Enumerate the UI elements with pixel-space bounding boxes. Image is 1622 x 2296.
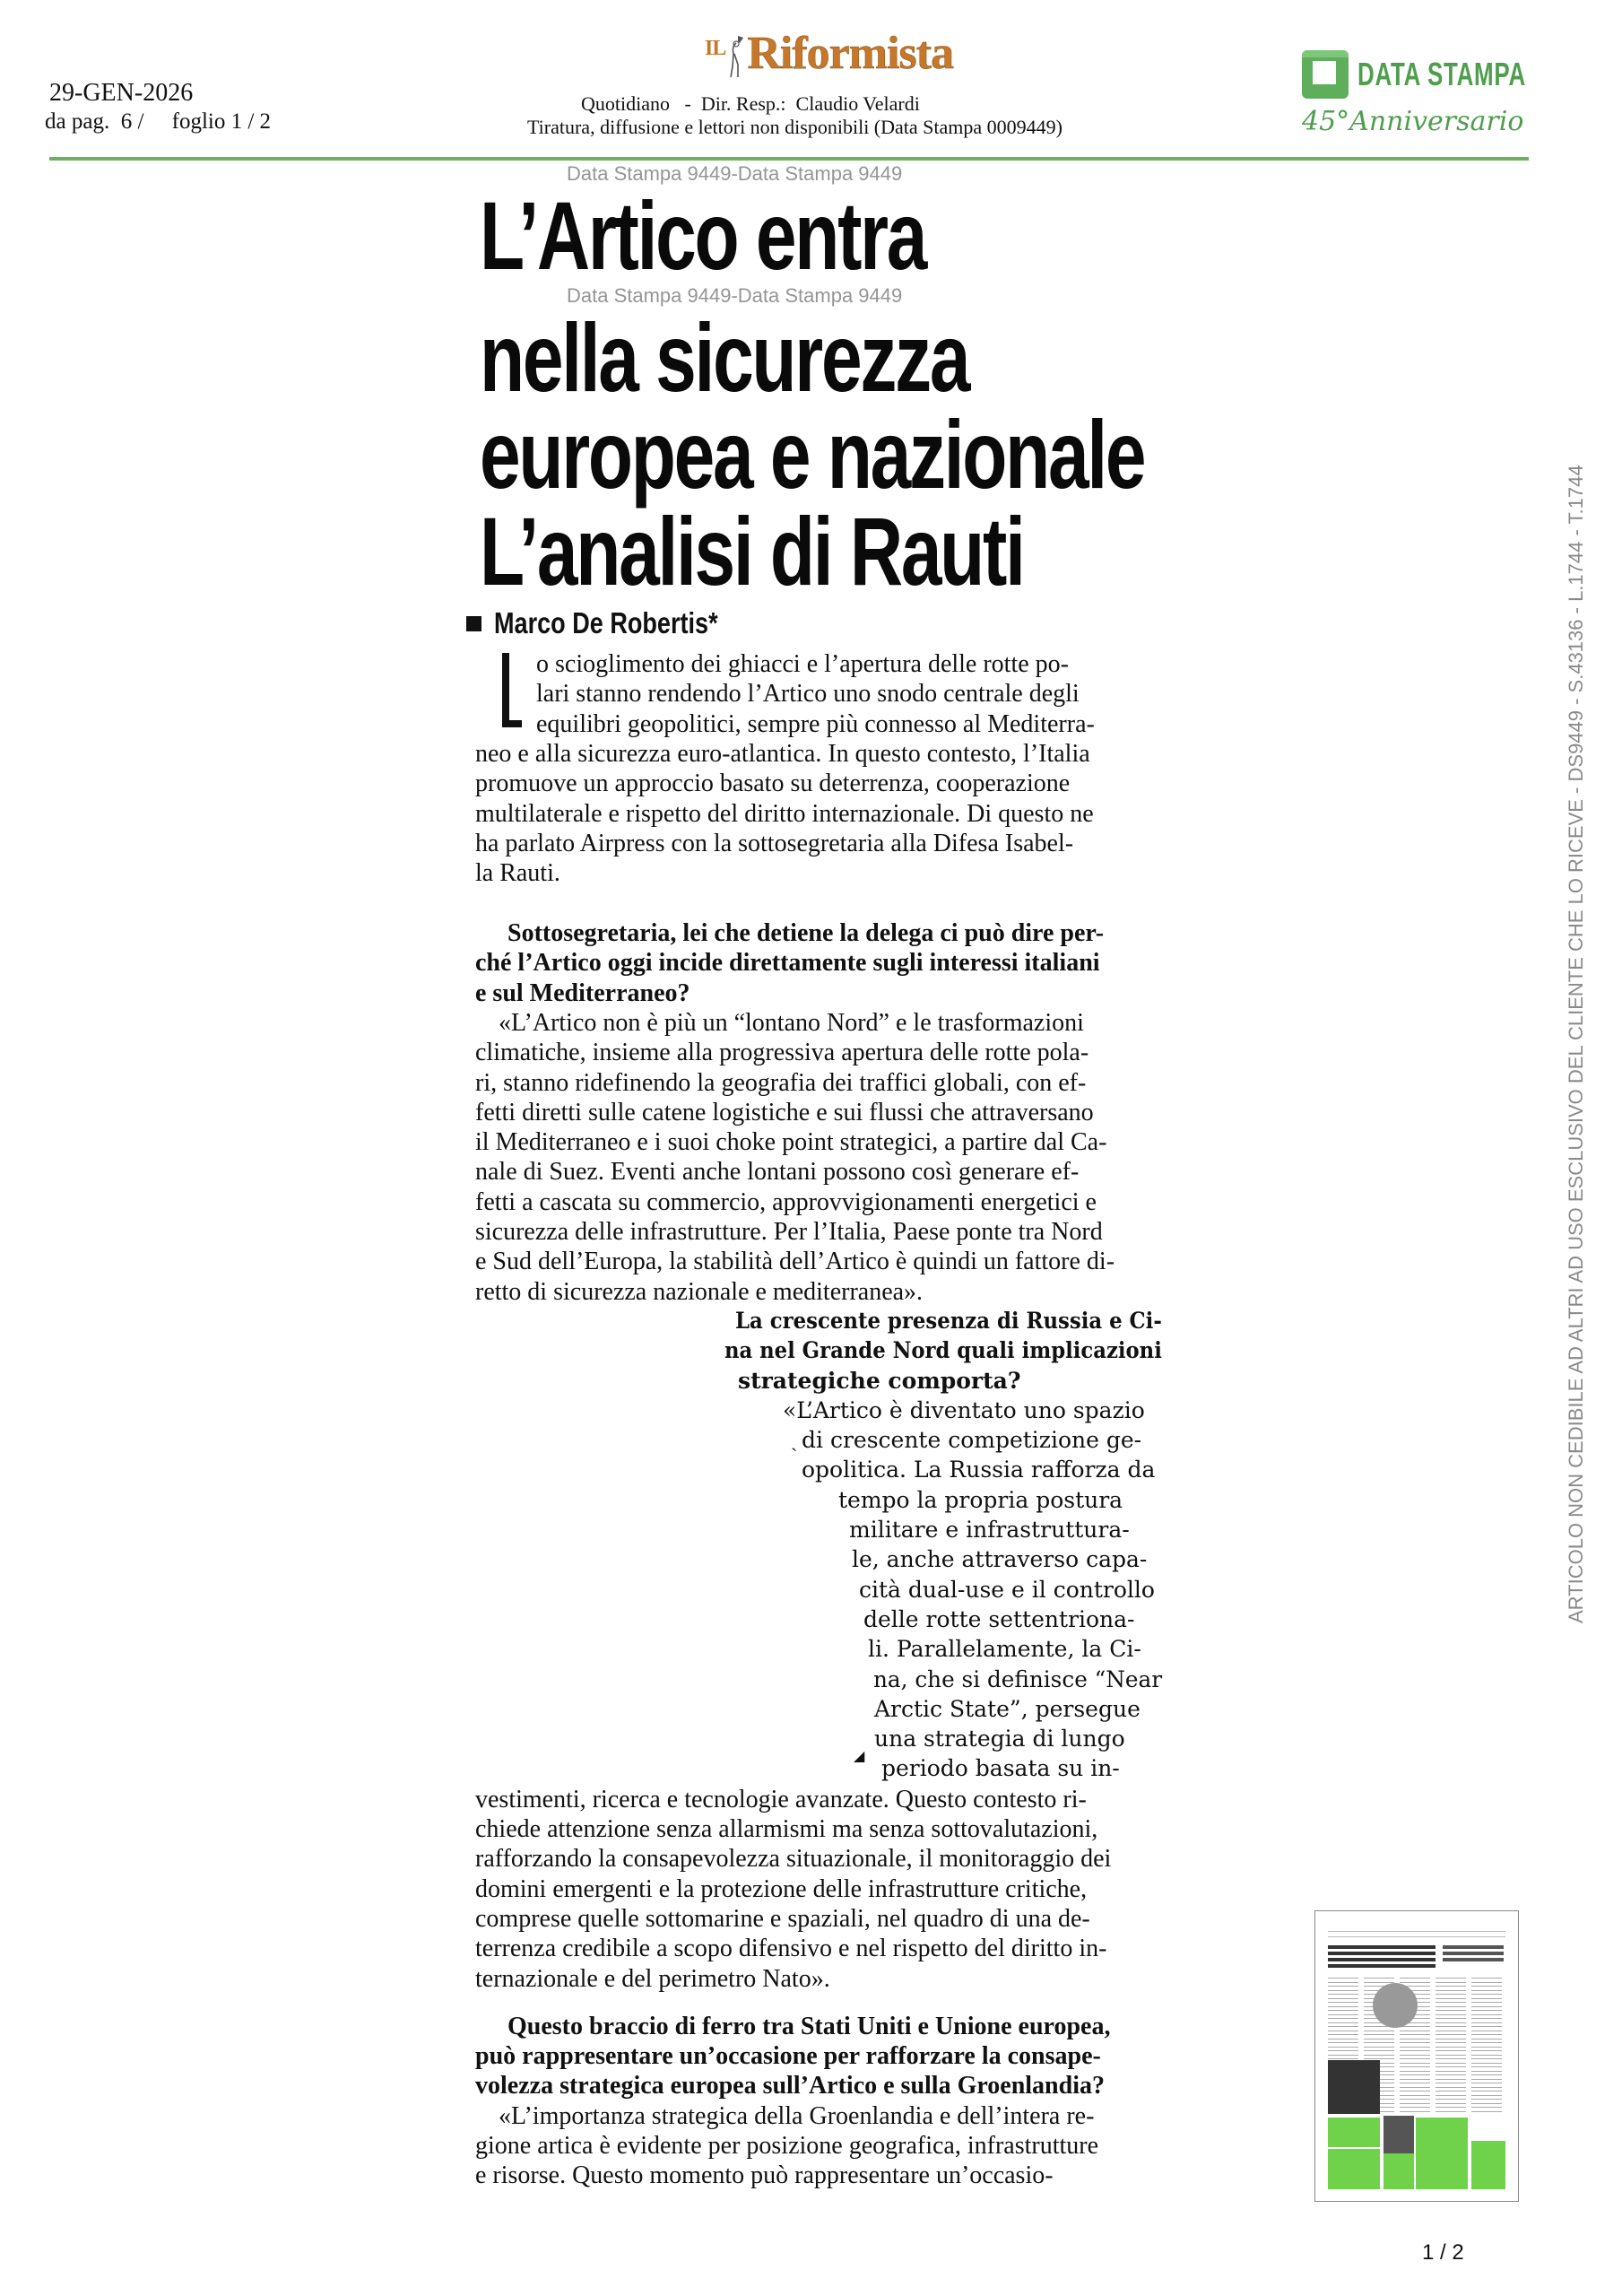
thumb-text <box>1436 2087 1466 2088</box>
thumb-headline <box>1443 1958 1504 1961</box>
byline <box>466 606 767 640</box>
body-line: domini emergenti e la protezione delle infrastrutture critiche, <box>475 1874 1088 1903</box>
body-line: nale di Suez. Eventi anche lontani possono così generare ef- <box>475 1158 1080 1187</box>
thumb-text <box>1328 2022 1358 2023</box>
thumb-text <box>1471 2099 1502 2100</box>
publication-line-1: Quotidiano - Dir. Resp.: Claudio Velardi <box>581 92 920 115</box>
header-divider <box>49 157 1529 161</box>
thumb-text <box>1400 2074 1430 2075</box>
thumb-photo <box>1328 2060 1380 2114</box>
thumb-text <box>1471 2063 1502 2064</box>
body-line: vestimenti, ricerca e tecnologie avanzate. Questo contesto ri- <box>475 1785 1087 1813</box>
body-line: rafforzando la consapevolezza situazionale, il monitoraggio dei <box>475 1845 1112 1874</box>
body-line: Arctic State”, persegue <box>874 1695 1141 1722</box>
body-line: climatiche, insieme alla progressiva apertura delle rotte pola- <box>475 1039 1089 1067</box>
thumb-text <box>1436 2026 1466 2027</box>
thumb-text <box>1471 1990 1502 1991</box>
thumb-text <box>1436 2107 1466 2108</box>
body-line: gione artica è evidente per posizione geografica, infrastrutture <box>475 2132 1099 2160</box>
thumb-text <box>1400 2063 1430 2064</box>
thumb-text <box>1471 2071 1502 2072</box>
logo-prefix: IL <box>705 37 726 60</box>
body-line: opolitica. La Russia rafforza da <box>802 1457 1156 1483</box>
thumb-text <box>1328 1986 1358 1987</box>
thumb-text <box>1400 2107 1430 2108</box>
thumb-text <box>1400 2095 1430 2096</box>
data-stampa-anniversary: 45°Anniversario <box>1302 106 1524 137</box>
thumb-text <box>1471 2047 1502 2048</box>
thumb-headline <box>1328 1945 1436 1949</box>
thumb-highlight <box>1383 2153 1414 2189</box>
thumb-text <box>1364 2042 1394 2043</box>
thumb-headline <box>1328 1952 1436 1955</box>
thumb-text <box>1400 2034 1430 2035</box>
author-name: Marco De Robertis* <box>494 606 718 639</box>
thumb-text <box>1400 1978 1430 1979</box>
body-line: militare e infrastruttura- <box>849 1517 1130 1543</box>
byline-square-icon <box>466 616 481 631</box>
thumb-text <box>1328 2026 1358 2027</box>
thumb-text <box>1436 2034 1466 2035</box>
question-line: volezza strategica europea sull’Artico e sulla Groenlandia? <box>475 2072 1105 2100</box>
thumb-text <box>1471 1986 1502 1987</box>
thumb-text <box>1436 2042 1466 2043</box>
body-line: comprese quelle sottomarine e spaziali, nel quadro di una de- <box>475 1904 1090 1933</box>
question-line: Questo braccio di ferro tra Stati Uniti e Unione europea, <box>507 2012 1111 2040</box>
thumb-text <box>1400 1982 1430 1983</box>
body-line: «L’Artico non è più un “lontano Nord” e le trasformazioni <box>499 1008 1084 1037</box>
thumb-text <box>1436 2074 1466 2075</box>
thumb-headline <box>1443 1945 1504 1949</box>
thumb-text <box>1364 2047 1394 2048</box>
thumb-text <box>1471 2111 1502 2112</box>
thumb-text <box>1400 2066 1430 2067</box>
thumb-text <box>1400 2091 1430 2092</box>
thumb-text <box>1400 2087 1430 2088</box>
thumb-text <box>1436 1982 1466 1983</box>
thumb-text <box>1471 2042 1502 2043</box>
thumb-text <box>1471 1978 1502 1979</box>
question-line: La crescente presenza di Russia e Ci- <box>735 1307 1162 1334</box>
thumb-text <box>1400 2050 1430 2051</box>
body-line: «L’importanza strategica della Groenlandia e dell’intera re- <box>499 2101 1095 2130</box>
thumb-text <box>1436 2002 1466 2003</box>
stray-mark: ` <box>791 1444 798 1466</box>
body-line: promuove un approccio basato su deterrenza, cooperazione <box>475 770 1071 798</box>
body-line: fetti diretti sulle catene logistiche e sui flussi che attraversano <box>475 1098 1094 1126</box>
thumb-text <box>1400 2103 1430 2104</box>
headline-line: L’analisi di Rauti <box>480 497 1024 605</box>
thumb-text <box>1436 2111 1466 2112</box>
thumb-text <box>1400 2071 1430 2072</box>
thumb-text <box>1436 2103 1466 2104</box>
body-line: o scioglimento dei ghiacci e l’apertura delle rotte po- <box>536 650 1069 678</box>
thumb-text <box>1328 2042 1358 2043</box>
thumb-text <box>1436 2091 1466 2092</box>
body-line: e risorse. Questo momento può rappresentare un’occasio- <box>475 2161 1054 2190</box>
body-line: e Sud dell’Europa, la stabilità dell’Artico è quindi un fattore di- <box>475 1248 1115 1276</box>
headline-line: europea e nazionale <box>480 400 1145 509</box>
question-line: Sottosegretaria, lei che detiene la delega ci può dire per- <box>507 919 1105 947</box>
thumb-text <box>1436 2006 1466 2007</box>
body-line: una strategia di lungo <box>874 1726 1125 1752</box>
thumb-rule <box>1328 1936 1505 1937</box>
thumb-photo-circle <box>1373 1983 1418 2028</box>
question-line: strategiche comporta? <box>738 1367 1021 1394</box>
thumb-text <box>1400 2055 1430 2056</box>
body-line: sicurezza delle infrastrutture. Per l’Italia, Paese ponte tra Nord <box>475 1218 1103 1246</box>
watermark: Data Stampa 9449-Data Stampa 9449 <box>567 162 903 185</box>
headline-line: L’Artico entra <box>480 181 926 290</box>
thumb-text <box>1436 2050 1466 2051</box>
thumb-text <box>1436 2055 1466 2056</box>
thumb-headline <box>1443 1952 1504 1955</box>
thumb-text <box>1471 2002 1502 2003</box>
body-line: le, anche attraverso capa- <box>852 1546 1148 1573</box>
body-line: «L’Artico è diventato uno spazio <box>783 1396 1145 1423</box>
thumb-text <box>1471 2103 1502 2104</box>
thumb-text <box>1328 2034 1358 2035</box>
thumb-text <box>1436 2058 1466 2059</box>
copyright-notice: ARTICOLO NON CEDIBILE AD ALTRI AD USO ESCLUSIVO DEL CLIENTE CHE LO RICEVE - DS9449 - S.43136 - L.1744 - T.1744 <box>1565 465 1587 1623</box>
thumb-text <box>1328 1990 1358 1991</box>
thumb-text <box>1436 1978 1466 1979</box>
drop-cap-foot <box>502 720 522 727</box>
thumb-text <box>1400 2047 1430 2048</box>
headline-line: nella sicurezza <box>480 303 969 412</box>
thumb-text <box>1471 2026 1502 2027</box>
thumb-text <box>1400 2099 1430 2100</box>
thumb-text <box>1471 2074 1502 2075</box>
thumb-text <box>1400 2026 1430 2027</box>
thumb-text <box>1328 2006 1358 2007</box>
thumb-text <box>1364 1978 1394 1979</box>
body-line: chiede attenzione senza allarmismi ma senza sottovalutazioni, <box>475 1815 1098 1843</box>
thumb-highlight <box>1471 2141 1505 2189</box>
data-stampa-wordmark: DATA STAMPA <box>1357 56 1526 92</box>
thumb-rule <box>1328 1931 1505 1932</box>
thumb-text <box>1328 2047 1358 2048</box>
thumb-text <box>1471 2034 1502 2035</box>
thumb-text <box>1436 2047 1466 2048</box>
thumb-text <box>1471 2095 1502 2096</box>
stray-mark: ◢ <box>854 1749 865 1764</box>
body-line: equilibri geopolitici, sempre più connesso al Mediterra- <box>536 709 1095 738</box>
thumb-text <box>1328 1994 1358 1995</box>
thumb-text <box>1471 2022 1502 2023</box>
thumb-text <box>1436 2099 1466 2100</box>
thumb-highlight <box>1328 2149 1380 2189</box>
thumb-text <box>1328 1998 1358 1999</box>
thumb-text <box>1471 2079 1502 2080</box>
thumb-text <box>1471 2087 1502 2088</box>
thumb-text <box>1436 1986 1466 1987</box>
body-line: il Mediterraneo e i suoi choke point strategici, a partire dal Ca- <box>475 1128 1107 1157</box>
question-line: na nel Grande Nord quali implicazioni <box>724 1337 1162 1364</box>
thumb-headline <box>1328 1958 1436 1961</box>
thumb-text <box>1400 2058 1430 2059</box>
thumb-portrait <box>1383 2116 1414 2153</box>
logo-name: Riformista <box>747 28 954 79</box>
thumb-text <box>1471 2050 1502 2051</box>
thumb-highlight <box>1416 2118 1468 2189</box>
logo-figure-icon <box>727 34 745 79</box>
body-line: periodo basata su in- <box>881 1755 1120 1782</box>
thumb-text <box>1436 2022 1466 2023</box>
body-line: fetti a cascata su commercio, approvvigionamenti energetici e <box>475 1187 1097 1216</box>
thumb-text <box>1364 2034 1394 2035</box>
thumb-text <box>1328 1982 1358 1983</box>
thumb-text <box>1471 2058 1502 2059</box>
clipping-date: 29-GEN-2026 <box>49 79 194 107</box>
drop-cap <box>502 653 509 726</box>
body-line: retto di sicurezza nazionale e mediterranea». <box>475 1277 924 1306</box>
thumb-text <box>1400 2042 1430 2043</box>
body-line: lari stanno rendendo l’Artico uno snodo centrale degli <box>536 680 1080 709</box>
data-stampa-square-icon <box>1302 50 1349 99</box>
thumb-text <box>1400 2111 1430 2112</box>
thumb-text <box>1471 2066 1502 2067</box>
question-line: può rappresentare un’occasione per rafforzare la consape- <box>475 2042 1101 2071</box>
thumb-text <box>1436 2095 1466 2096</box>
body-line: ternazionale e del perimetro Nato». <box>475 1964 830 1993</box>
thumb-text <box>1328 1978 1358 1979</box>
thumb-text <box>1471 2006 1502 2007</box>
publication-line-2: Tiratura, diffusione e lettori non disponibili (Data Stampa 0009449) <box>527 116 1063 138</box>
thumb-text <box>1436 2066 1466 2067</box>
thumb-text <box>1471 2055 1502 2056</box>
thumb-text <box>1471 1998 1502 1999</box>
thumb-text <box>1471 2018 1502 2019</box>
thumb-text <box>1436 2014 1466 2015</box>
thumb-text <box>1328 2050 1358 2051</box>
thumb-text <box>1436 2079 1466 2080</box>
body-line: cità dual-use e il controllo <box>859 1576 1155 1603</box>
watermark: Data Stampa 9449-Data Stampa 9449 <box>567 284 903 307</box>
thumb-text <box>1328 2010 1358 2011</box>
question-line: ché l’Artico oggi incide direttamente sugli interessi italiani <box>475 949 1100 978</box>
thumb-highlight <box>1328 2118 1380 2147</box>
body-line: delle rotte settentriona- <box>863 1605 1135 1632</box>
thumb-text <box>1436 1990 1466 1991</box>
page-info: da pag. 6 / foglio 1 / 2 <box>45 109 272 134</box>
thumb-headline <box>1328 1964 1436 1968</box>
page-number: 1 / 2 <box>1422 2240 1464 2265</box>
body-line: di crescente competizione ge- <box>802 1427 1142 1454</box>
body-line: li. Parallelamente, la Ci- <box>868 1636 1141 1663</box>
thumbnail-content <box>1328 1924 1505 2188</box>
thumb-text <box>1436 2071 1466 2072</box>
thumb-text <box>1471 1994 1502 1995</box>
body-line: na, che si definisce “Near <box>873 1665 1163 1692</box>
thumb-text <box>1436 2063 1466 2064</box>
thumb-text <box>1364 2055 1394 2056</box>
thumb-text <box>1436 1994 1466 1995</box>
body-line: neo e alla sicurezza euro-atlantica. In questo contesto, l’Italia <box>475 739 1090 768</box>
body-line: terrenza credibile a scopo difensivo e nel rispetto del diritto in- <box>475 1935 1107 1963</box>
thumb-text <box>1364 2050 1394 2051</box>
thumb-text <box>1471 2014 1502 2015</box>
thumb-text <box>1328 2014 1358 2015</box>
thumb-text <box>1400 2079 1430 2080</box>
publication-logo <box>705 25 953 79</box>
thumb-text <box>1436 1998 1466 1999</box>
thumb-text <box>1471 2010 1502 2011</box>
thumb-text <box>1328 2002 1358 2003</box>
body-line: tempo la propria postura <box>838 1486 1123 1513</box>
data-stampa-logo <box>1302 50 1592 99</box>
thumb-text <box>1328 2055 1358 2056</box>
body-line: la Rauti. <box>475 859 560 888</box>
body-line: multilaterale e rispetto del diritto internazionale. Di questo ne <box>475 799 1094 828</box>
page-thumbnail[interactable] <box>1314 1910 1519 2202</box>
thumb-text <box>1436 2018 1466 2019</box>
body-line: ri, stanno ridefinendo la geografia dei traffici globali, con ef- <box>475 1068 1087 1097</box>
thumb-text <box>1328 2018 1358 2019</box>
thumb-text <box>1436 2010 1466 2011</box>
thumb-text <box>1471 1982 1502 1983</box>
body-line: ha parlato Airpress con la sottosegretaria alla Difesa Isabel- <box>475 829 1074 857</box>
thumb-text <box>1471 2107 1502 2108</box>
thumb-text <box>1471 2091 1502 2092</box>
question-line: e sul Mediterraneo? <box>475 978 690 1007</box>
